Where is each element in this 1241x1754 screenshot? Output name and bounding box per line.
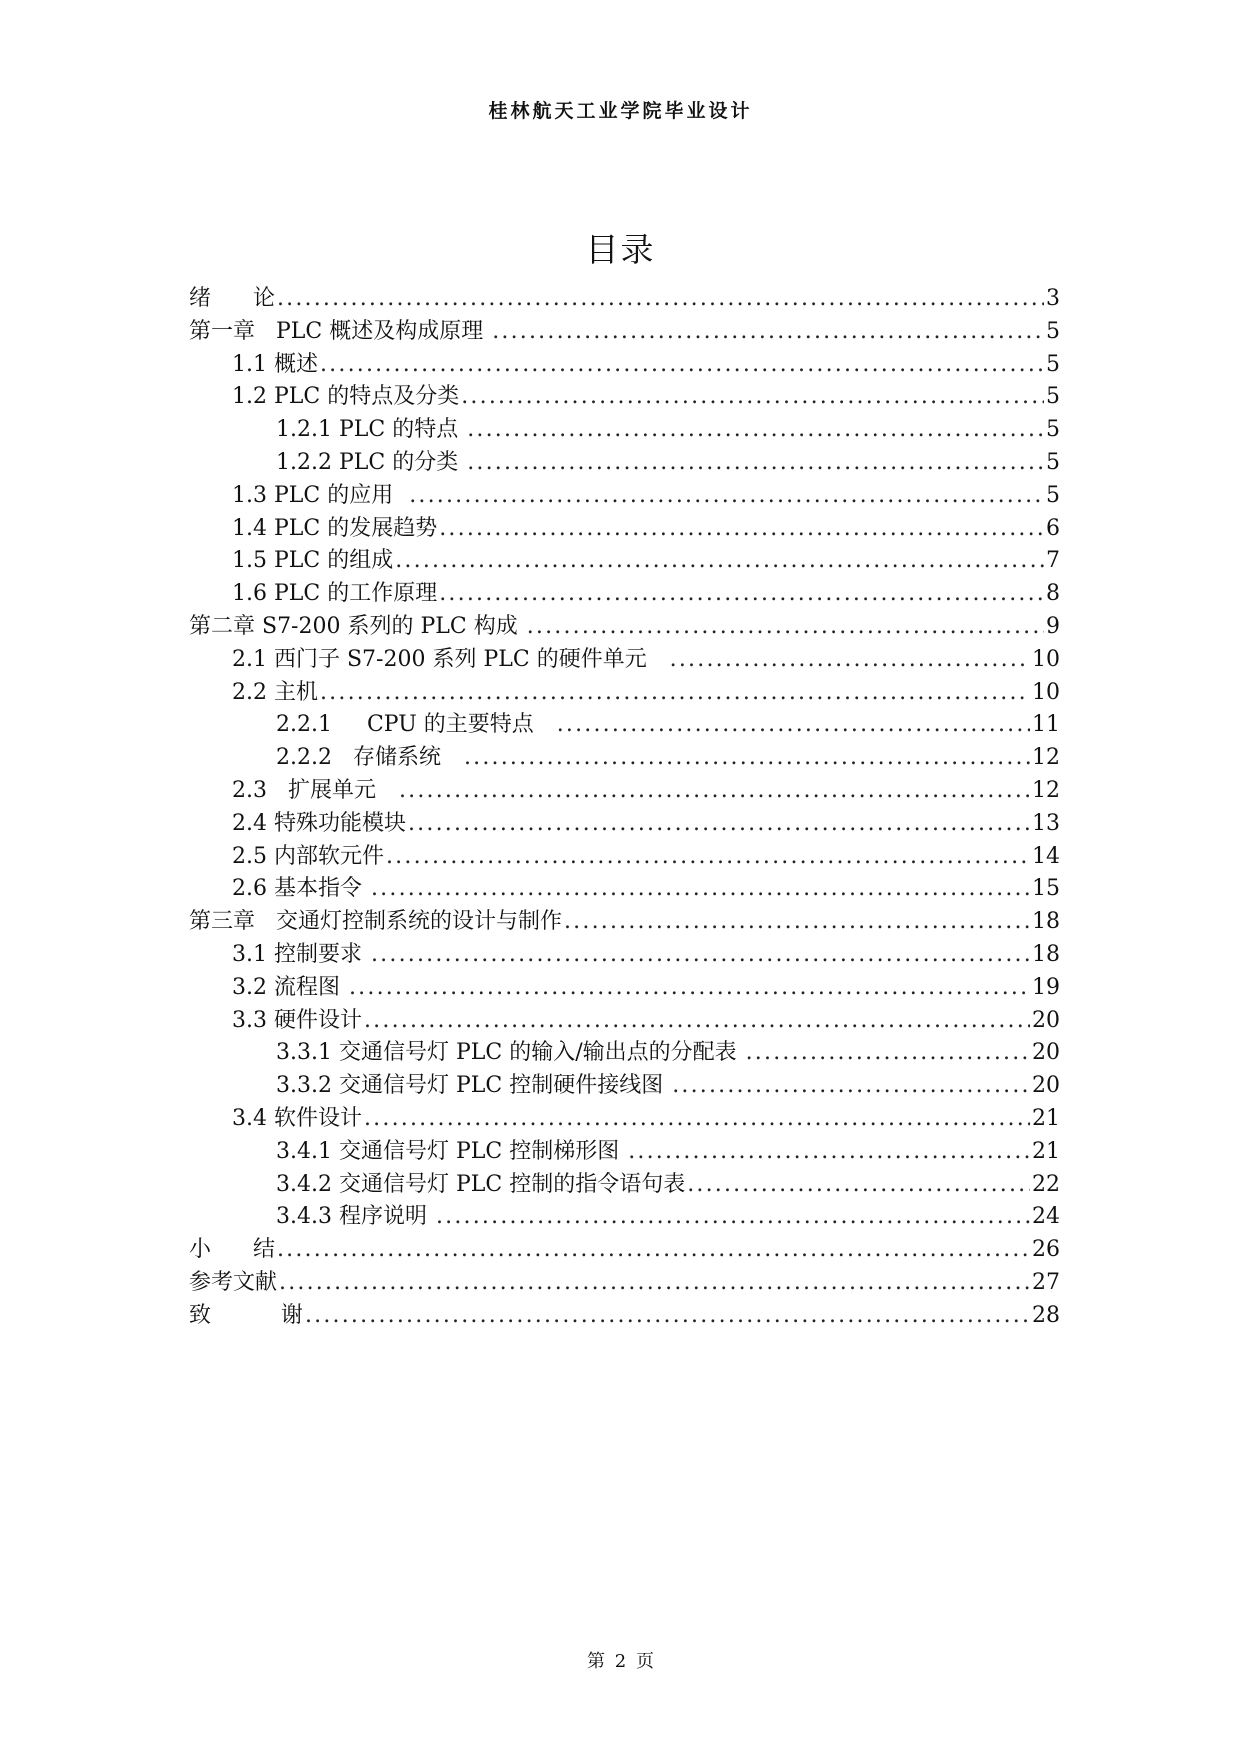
toc-entry-page-number: 20: [1032, 1073, 1060, 1099]
toc-entry-page-number: 5: [1046, 351, 1060, 377]
toc-entry-label: 1.4 PLC 的发展趋势: [232, 515, 438, 541]
toc-entry[interactable]: [189, 1169, 1060, 1202]
toc-entry-page-number: 5: [1046, 482, 1060, 508]
toc-entry-page-number: 22: [1032, 1171, 1060, 1197]
toc-entry-label: 1.2.2 PLC 的分类: [276, 449, 466, 475]
toc-entry-page-number: 9: [1046, 613, 1060, 639]
toc-entry-label: 3.4.2 交通信号灯 PLC 控制的指令语句表: [276, 1171, 686, 1197]
toc-entry-page-number: 18: [1032, 909, 1060, 935]
toc-entry-page-number: 24: [1032, 1204, 1060, 1230]
toc-entry-page-number: 5: [1046, 449, 1060, 475]
toc-entry-page-number: 21: [1032, 1105, 1060, 1131]
toc-dot-leader: [364, 1005, 1030, 1038]
toc-entry[interactable]: [189, 1267, 1060, 1300]
toc-entry[interactable]: [189, 1037, 1060, 1070]
toc-entry-page-number: 21: [1032, 1138, 1060, 1164]
toc-entry-page-number: 10: [1032, 679, 1060, 705]
toc-entry[interactable]: [189, 742, 1060, 775]
toc-entry[interactable]: [189, 873, 1060, 906]
toc-entry[interactable]: [189, 1005, 1060, 1038]
page-footer: 第 2 页: [587, 1651, 654, 1672]
toc-entry[interactable]: [189, 611, 1060, 644]
toc-entry[interactable]: [189, 578, 1060, 611]
toc-entry-label: 2.2.2 存储系统: [276, 745, 462, 771]
toc-entry-label: 2.6 基本指令: [232, 876, 369, 902]
toc-entry-label: 1.2.1 PLC 的特点: [276, 417, 466, 443]
toc-dot-leader: [467, 447, 1044, 480]
toc-entry[interactable]: [189, 349, 1060, 382]
toc-entry-label: 致 谢: [189, 1302, 303, 1328]
toc-entry-label: 1.1 概述: [232, 351, 318, 377]
toc-dot-leader: [439, 578, 1044, 611]
toc-entry-page-number: 28: [1032, 1302, 1060, 1328]
toc-entry-label: 2.2 主机: [232, 679, 318, 705]
toc-dot-leader: [277, 283, 1044, 316]
toc-dot-leader: [349, 972, 1030, 1005]
toc-entry-page-number: 19: [1032, 974, 1060, 1000]
toc-dot-leader: [399, 775, 1030, 808]
toc-entry[interactable]: [189, 775, 1060, 808]
toc-entry-page-number: 26: [1032, 1237, 1060, 1263]
toc-entry[interactable]: [189, 1070, 1060, 1103]
toc-entry[interactable]: [189, 480, 1060, 513]
toc-entry-label: 小 结: [189, 1237, 275, 1263]
toc-entry-page-number: 12: [1032, 745, 1060, 771]
toc-entry-page-number: 10: [1032, 646, 1060, 672]
toc-entry-label: 2.1 西门子 S7-200 系列 PLC 的硬件单元: [232, 646, 668, 672]
toc-entry-page-number: 14: [1032, 843, 1060, 869]
toc-entry-page-number: 3: [1046, 286, 1060, 311]
toc-entry[interactable]: [189, 972, 1060, 1005]
toc-dot-leader: [670, 644, 1030, 677]
page-header: 桂林航天工业学院毕业设计: [488, 100, 753, 122]
toc-entry[interactable]: [189, 545, 1060, 578]
toc-entry[interactable]: [189, 906, 1060, 939]
toc-dot-leader: [279, 1267, 1030, 1300]
toc-entry-page-number: 20: [1032, 1040, 1060, 1066]
toc-entry-page-number: 5: [1046, 384, 1060, 410]
toc-entry[interactable]: [189, 841, 1060, 874]
toc-dot-leader: [436, 1201, 1030, 1234]
toc-entry-label: 3.4.3 程序说明: [276, 1204, 434, 1230]
toc-entry[interactable]: [189, 808, 1060, 841]
toc-entry-label: 3.4.1 交通信号灯 PLC 控制梯形图: [276, 1138, 627, 1164]
toc-dot-leader: [557, 709, 1030, 742]
toc-entry-page-number: 12: [1032, 777, 1060, 803]
toc-entry[interactable]: [189, 1136, 1060, 1169]
toc-entry-page-number: 15: [1032, 876, 1060, 902]
toc-dot-leader: [672, 1070, 1030, 1103]
toc-entry-label: 第二章 S7-200 系列的 PLC 构成: [189, 613, 525, 639]
toc-title: 目录: [585, 230, 656, 269]
toc-entry[interactable]: [189, 513, 1060, 546]
toc-dot-leader: [439, 513, 1044, 546]
table-of-contents: [189, 283, 1060, 1333]
toc-dot-leader: [408, 808, 1030, 841]
toc-entry[interactable]: [189, 381, 1060, 414]
toc-entry-page-number: 11: [1032, 712, 1060, 738]
toc-entry-label: 2.5 内部软元件: [232, 843, 384, 869]
toc-dot-leader: [364, 1103, 1030, 1136]
toc-dot-leader: [628, 1136, 1030, 1169]
toc-entry-label: 绪 论: [189, 286, 275, 311]
toc-entry-page-number: 8: [1046, 581, 1060, 607]
toc-entry[interactable]: [189, 677, 1060, 710]
toc-entry[interactable]: [189, 1103, 1060, 1136]
toc-entry-label: 3.1 控制要求: [232, 941, 369, 967]
toc-entry-label: 参考文献: [189, 1269, 278, 1295]
toc-dot-leader: [564, 906, 1030, 939]
toc-entry-label: 2.2.1 CPU 的主要特点: [276, 712, 555, 738]
toc-dot-leader: [746, 1037, 1030, 1070]
toc-dot-leader: [492, 316, 1044, 349]
toc-entry[interactable]: [189, 939, 1060, 972]
toc-entry-label: 1.3 PLC 的应用: [232, 482, 408, 508]
toc-entry-label: 3.3.1 交通信号灯 PLC 的输入/输出点的分配表: [276, 1040, 744, 1066]
toc-entry[interactable]: [189, 414, 1060, 447]
toc-dot-leader: [461, 381, 1044, 414]
toc-entry-page-number: 7: [1046, 548, 1060, 574]
toc-dot-leader: [687, 1169, 1030, 1202]
toc-entry[interactable]: [189, 316, 1060, 349]
toc-entry-label: 1.6 PLC 的工作原理: [232, 581, 438, 607]
toc-dot-leader: [371, 873, 1030, 906]
toc-entry[interactable]: [189, 1300, 1060, 1333]
toc-entry-label: 1.2 PLC 的特点及分类: [232, 384, 460, 410]
toc-entry-label: 第三章 交通灯控制系统的设计与制作: [189, 909, 562, 935]
toc-dot-leader: [464, 742, 1030, 775]
toc-dot-leader: [527, 611, 1044, 644]
toc-dot-leader: [305, 1300, 1030, 1333]
toc-dot-leader: [386, 841, 1030, 874]
toc-entry[interactable]: [189, 1234, 1060, 1267]
toc-entry[interactable]: [189, 447, 1060, 480]
toc-entry[interactable]: [189, 644, 1060, 677]
toc-entry-page-number: 20: [1032, 1007, 1060, 1033]
toc-entry-label: 3.3.2 交通信号灯 PLC 控制硬件接线图: [276, 1073, 671, 1099]
toc-dot-leader: [467, 414, 1044, 447]
toc-entry-label: 2.3 扩展单元: [232, 777, 397, 803]
toc-entry-page-number: 6: [1046, 515, 1060, 541]
toc-entry-label: 3.4 软件设计: [232, 1105, 362, 1131]
toc-dot-leader: [320, 677, 1030, 710]
toc-entry-label: 2.4 特殊功能模块: [232, 810, 406, 836]
toc-entry-page-number: 13: [1032, 810, 1060, 836]
toc-entry[interactable]: [189, 709, 1060, 742]
toc-entry-label: 1.5 PLC 的组成: [232, 548, 394, 574]
toc-entry-page-number: 18: [1032, 941, 1060, 967]
toc-entry-page-number: 27: [1032, 1269, 1060, 1295]
toc-dot-leader: [371, 939, 1030, 972]
toc-entry[interactable]: [189, 283, 1060, 316]
toc-dot-leader: [277, 1234, 1030, 1267]
toc-entry-label: 3.2 流程图: [232, 974, 347, 1000]
toc-entry[interactable]: [189, 1201, 1060, 1234]
toc-entry-page-number: 5: [1046, 417, 1060, 443]
toc-dot-leader: [320, 349, 1044, 382]
toc-entry-label: 第一章 PLC 概述及构成原理: [189, 318, 491, 344]
toc-entry-page-number: 5: [1046, 318, 1060, 344]
toc-dot-leader: [409, 480, 1044, 513]
toc-dot-leader: [395, 545, 1044, 578]
toc-entry-label: 3.3 硬件设计: [232, 1007, 362, 1033]
